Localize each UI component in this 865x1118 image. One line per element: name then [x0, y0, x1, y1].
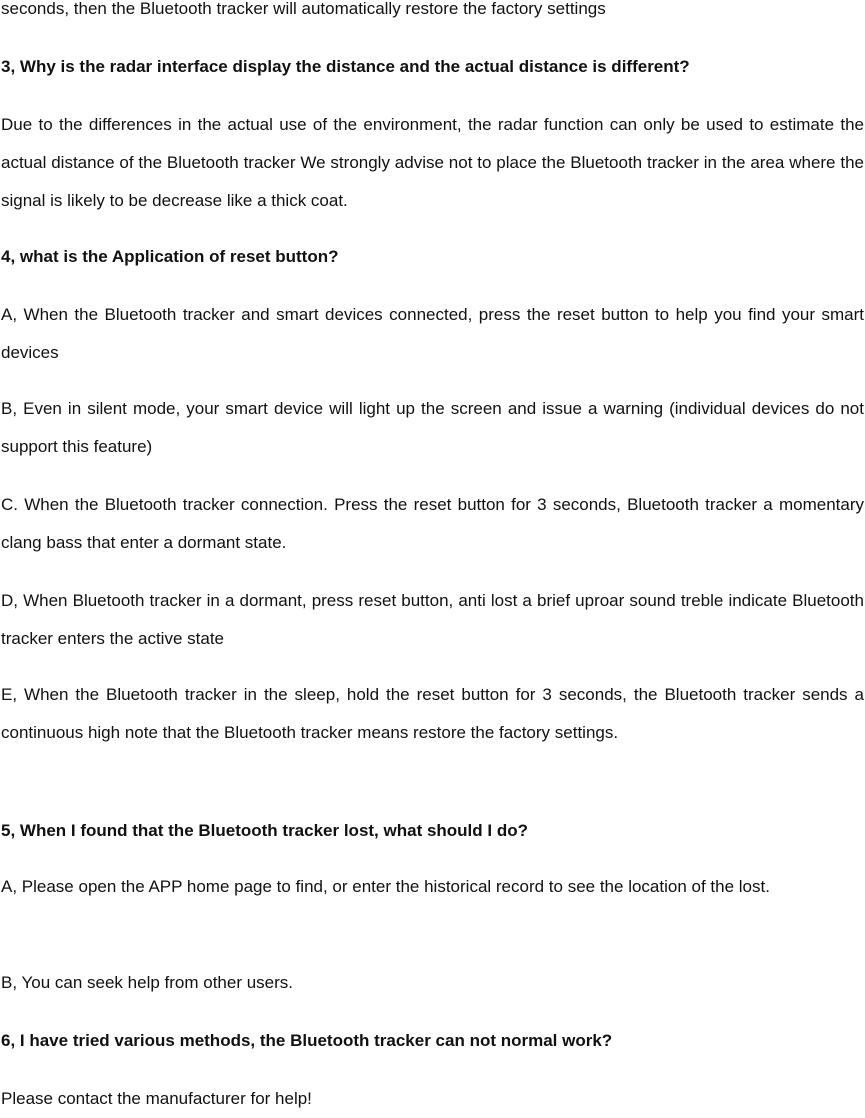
question-4-answer-c: C. When the Bluetooth tracker connection. Press the reset button for 3 seconds, Bluetooth tracker a momentary clang bass that enter a dormant state.	[1, 495, 864, 552]
question-3-answer: Due to the differences in the actual use of the environment, the radar function can only be used to estimate the actual distance of the Bluetooth tracker We strongly advise not to place the Bluetooth tracker in the area where the signal is likely to be decrease like a thick coat.	[1, 115, 864, 210]
intro-line: seconds, then the Bluetooth tracker will automatically restore the factory settings	[1, 0, 606, 18]
question-4-heading: 4, what is the Application of reset button?	[1, 247, 339, 266]
question-6-answer: Please contact the manufacturer for help!	[1, 1089, 312, 1108]
question-4-answer-a: A, When the Bluetooth tracker and smart devices connected, press the reset button to help you find your smart devices	[1, 305, 864, 362]
question-4-answer-d: D, When Bluetooth tracker in a dormant, press reset button, anti lost a brief uproar sound treble indicate Bluetooth tracker enters the active state	[1, 591, 864, 648]
question-4-answer-b: B, Even in silent mode, your smart device will light up the screen and issue a warning (individual devices do not support this feature)	[1, 399, 864, 456]
question-3-heading: 3, Why is the radar interface display the distance and the actual distance is different?	[1, 57, 690, 76]
question-6-heading: 6, I have tried various methods, the Bluetooth tracker can not normal work?	[1, 1031, 613, 1050]
question-5-heading: 5, When I found that the Bluetooth tracker lost, what should I do?	[1, 821, 528, 840]
question-4-answer-e: E, When the Bluetooth tracker in the sleep, hold the reset button for 3 seconds, the Bluetooth tracker sends a continuous high note that the Bluetooth tracker means restore the factory settings.	[1, 685, 864, 742]
question-5-answer-a: A, Please open the APP home page to find, or enter the historical record to see the location of the lost.	[1, 877, 770, 896]
question-5-answer-b: B, You can seek help from other users.	[1, 973, 294, 992]
